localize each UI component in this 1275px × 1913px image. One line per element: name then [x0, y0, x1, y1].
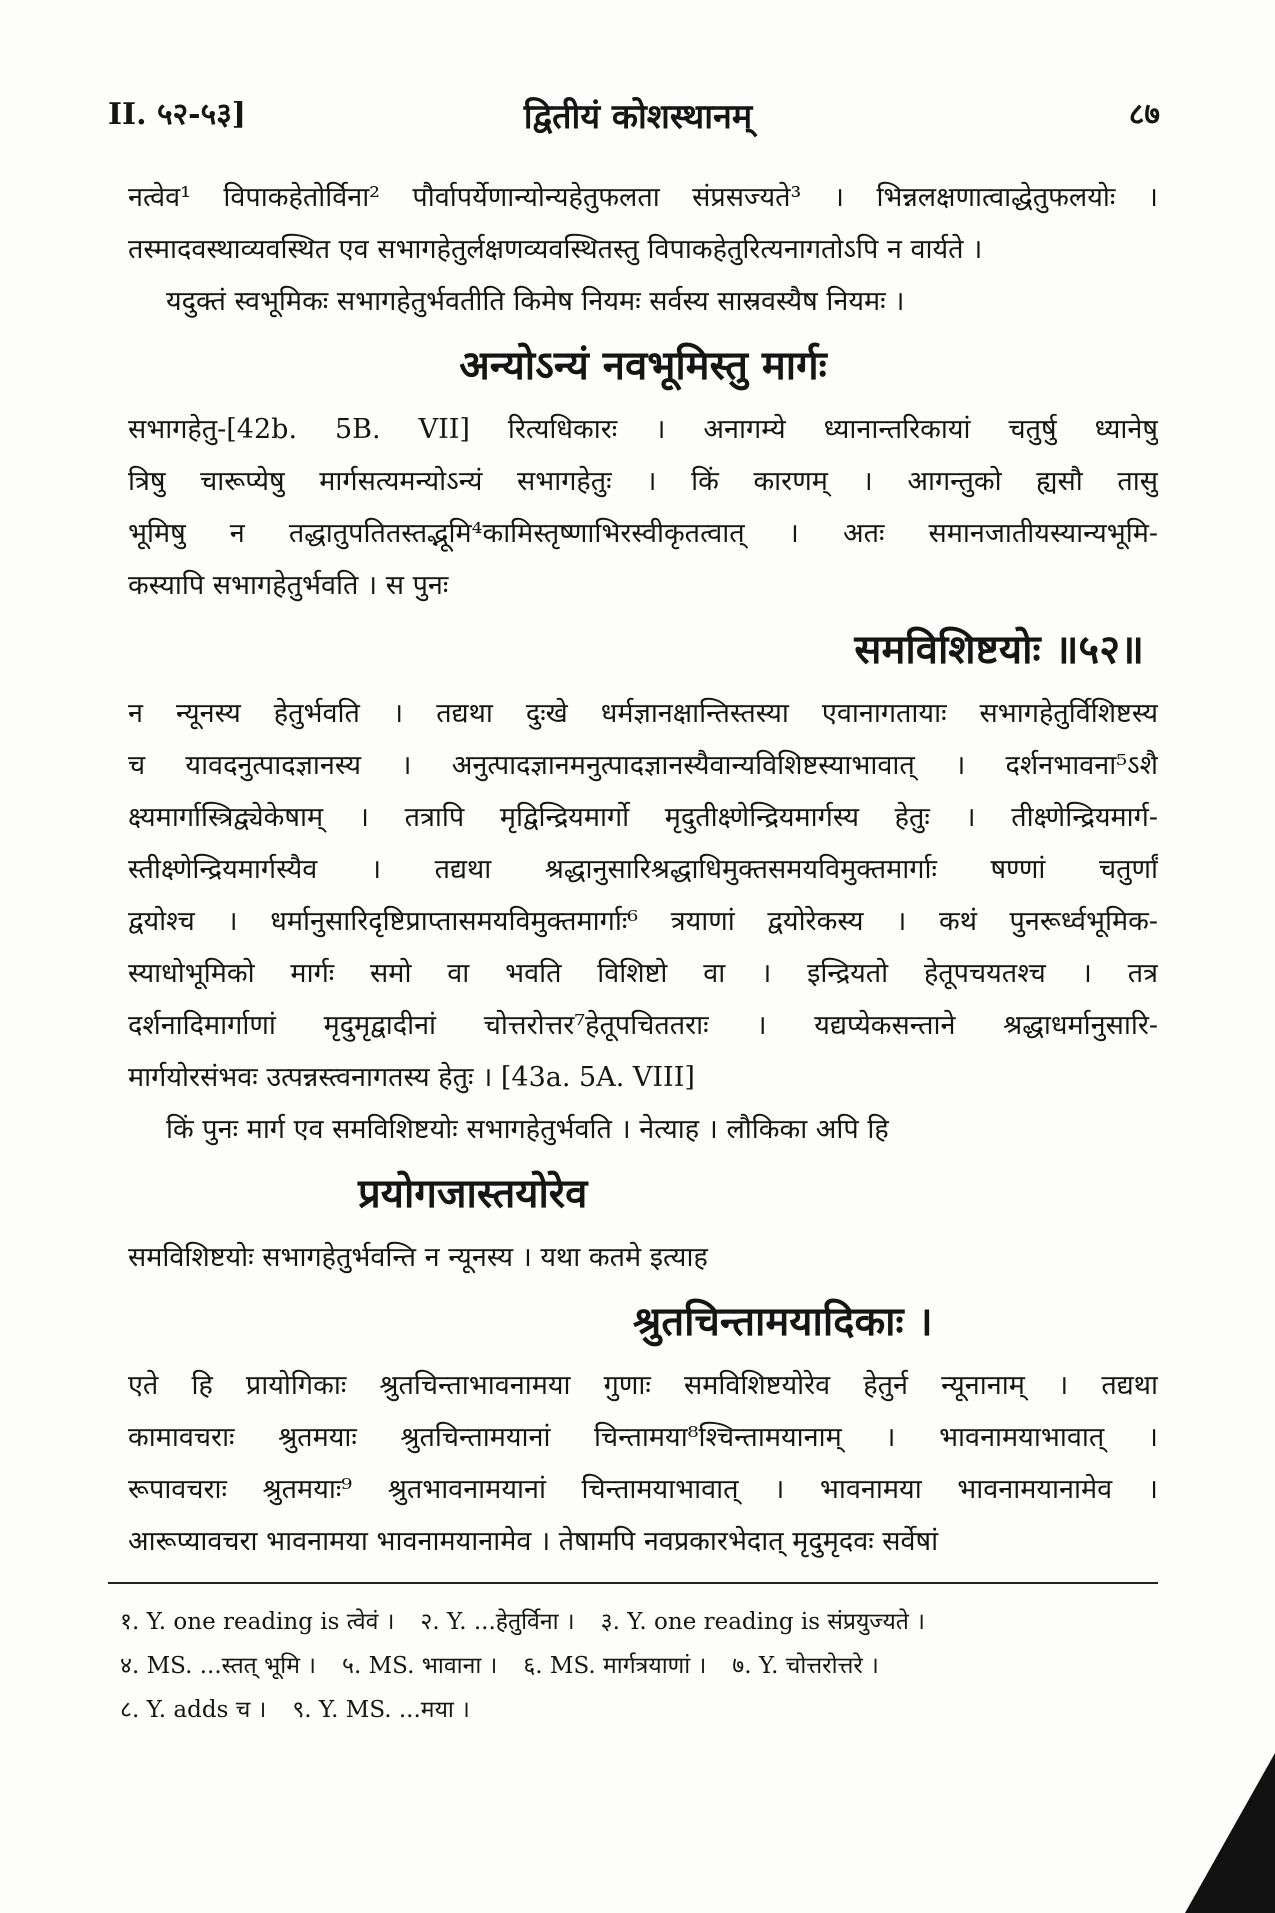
- verse-heading: श्रुतचिन्तामयादिकाः ।: [633, 1298, 933, 1345]
- text-line: रूपावचराः श्रुतमयाः⁹ श्रुतभावनामयानां चिन्तामयाभावात् । भावनामया भावनामयानामेव ।: [128, 1474, 1158, 1505]
- footnote-line: [120, 1688, 1160, 1732]
- text-line: क्ष्यमार्गास्त्रिद्व्येकेषाम् । तत्रापि मृद्विन्द्रियमार्गो मृदुतीक्ष्णेन्द्रियमार्गस्य हेतुः । तीक्ष्णेन्द्रियमार्ग-: [128, 802, 1158, 833]
- text-line: द्वयोश्च । धर्मानुसारिदृष्टिप्राप्तासमयविमुक्तमार्गाः⁶ त्रयाणां द्वयोरेकस्य । कथं पुनरूर्ध्वभूमिक-: [128, 906, 1158, 937]
- text-line: कस्यापि सभागहेतुर्भवति । स पुनः: [128, 570, 449, 601]
- chapter-title: द्वितीयं कोशस्थानम्: [523, 97, 753, 137]
- text-line: न न्यूनस्य हेतुर्भवति । तद्यथा दुःखे धर्मज्ञानक्षान्तिस्तस्या एवानागतायाः सभागहेतुर्विशिष्टस्य: [128, 698, 1158, 729]
- text-line: एते हि प्रायोगिकाः श्रुतचिन्ताभावनामया गुणाः समविशिष्टयोरेव हेतुर्न न्यूनानाम् । तद्यथा: [128, 1370, 1158, 1401]
- footnote: ५. MS. भावाना ।: [342, 1653, 498, 1679]
- text-line: यदुक्तं स्वभूमिकः सभागहेतुर्भवतीति किमेष नियमः सर्वस्य सास्रवस्यैष नियमः ।: [166, 286, 905, 317]
- text-line: मार्गयोरसंभवः उत्पन्नस्त्वनागतस्य हेतुः । [43a. 5A. VIII]: [128, 1062, 695, 1093]
- text-line: सभागहेतु-[42b. 5B. VII] रित्यधिकारः । अनागम्ये ध्यानान्तरिकायां चतुर्षु ध्यानेषु: [128, 414, 1158, 445]
- footnote: २. Y. ...हेतुर्विना ।: [420, 1609, 575, 1635]
- footnote-line: [120, 1644, 1160, 1688]
- running-header: [108, 92, 1168, 142]
- text-line: किं पुनः मार्ग एव समविशिष्टयोः सभागहेतुर्भवति । नेत्याह । लौकिका अपि हि: [166, 1114, 889, 1145]
- footnote: १. Y. one reading is त्वेवं ।: [120, 1609, 395, 1635]
- footnote: ७. Y. चोत्तरोत्तरे ।: [732, 1653, 879, 1679]
- footnote: ६. MS. मार्गत्रयाणां ।: [523, 1653, 707, 1679]
- text-line: कामावचराः श्रुतमयाः श्रुतचिन्तामयानां चिन्तामया⁸श्चिन्तामयानाम् । भावनामयाभावात् ।: [128, 1422, 1158, 1453]
- main-text: [128, 172, 1158, 1568]
- text-line: भूमिषु न तद्धातुपतितस्तद्भूमि⁴कामिस्तृष्णाभिरस्वीकृतत्वात् । अतः समानजातीयस्यान्यभूमि-: [128, 518, 1158, 549]
- text-line: स्याधोभूमिको मार्गः समो वा भवति विशिष्टो वा । इन्द्रियतो हेतूपचयतश्च । तत्र: [128, 958, 1158, 989]
- text-line: आरूप्यावचरा भावनामया भावनामयानामेव । तेषामपि नवप्रकारभेदात् मृदुमृदवः सर्वेषां: [128, 1526, 939, 1557]
- page-number: ८७: [1128, 97, 1160, 132]
- scan-corner-shadow: [1185, 1753, 1275, 1913]
- section-reference: II. ५२-५३]: [108, 97, 247, 132]
- footnote: ४. MS. ...स्तत् भूमि ।: [120, 1653, 317, 1679]
- footnote: ८. Y. adds च ।: [120, 1697, 267, 1723]
- text-line: च यावदनुत्पादज्ञानस्य । अनुत्पादज्ञानमनुत्पादज्ञानस्यैवान्यविशिष्टस्याभावात् । दर्शनभावना⁵ऽशै: [128, 750, 1158, 781]
- footnote-line: [120, 1600, 1160, 1644]
- verse-heading: अन्योऽन्यं नवभूमिस्तु मार्गः: [459, 342, 827, 389]
- text-line: नत्वेव¹ विपाकहेतोर्विना² पौर्वापर्येणान्योन्यहेतुफलता संप्रसज्यते³ । भिन्नलक्षणात्वाद्धेतुफलयोः ।: [128, 182, 1158, 213]
- text-line: समविशिष्टयोः सभागहेतुर्भवन्ति न न्यूनस्य । यथा कतमे इत्याह: [128, 1242, 708, 1273]
- verse-heading: प्रयोगजास्तयोरेव: [358, 1170, 588, 1217]
- footnote-divider: [108, 1582, 1158, 1584]
- text-line: स्तीक्ष्णेन्द्रियमार्गस्यैव । तद्यथा श्रद्धानुसारिश्रद्धाधिमुक्तसमयविमुक्तमार्गाः षण्णां चतुर्णां: [128, 854, 1158, 885]
- text-line: तस्मादवस्थाव्यवस्थित एव सभागहेतुर्लक्षणव्यवस्थितस्तु विपाकहेतुरित्यनागतोऽपि न वार्यते ।: [128, 234, 983, 265]
- verse-heading: समविशिष्टयोः ॥५२॥: [854, 626, 1144, 673]
- footnote: ३. Y. one reading is संप्रयुज्यते ।: [600, 1609, 925, 1635]
- text-line: दर्शनादिमार्गाणां मृदुमृद्वादीनां चोत्तरोत्तर⁷हेतूपचिततराः । यद्यप्येकसन्ताने श्रद्धाधर्मानुसारि-: [128, 1010, 1158, 1041]
- text-line: त्रिषु चारूप्येषु मार्गसत्यमन्योऽन्यं सभागहेतुः । किं कारणम् । आगन्तुको ह्यसौ तासु: [128, 466, 1158, 497]
- footnotes: [120, 1600, 1160, 1732]
- footnote: ९. Y. MS. ...मया ।: [292, 1697, 470, 1723]
